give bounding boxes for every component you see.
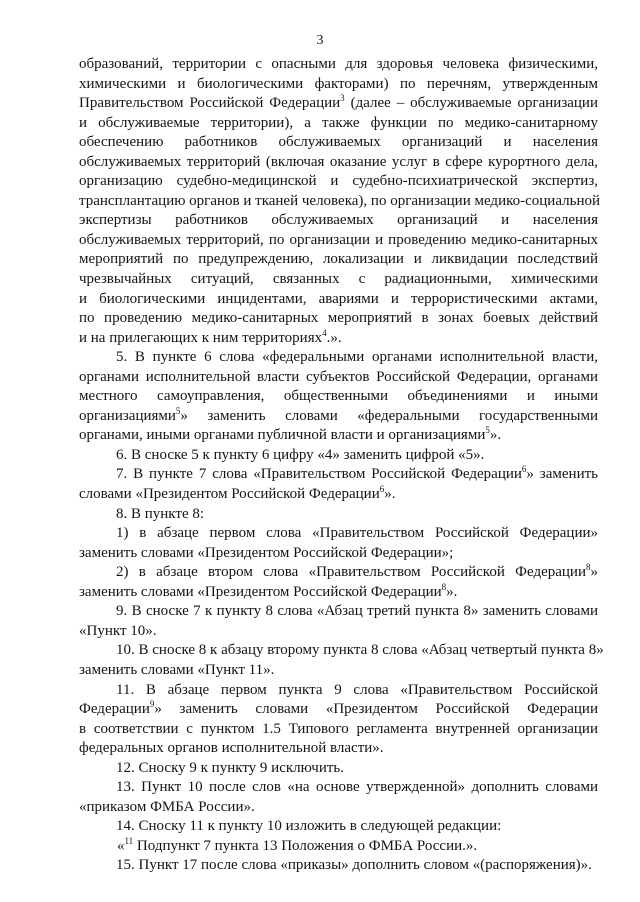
document-body [79,55,604,876]
text-line: местного самоуправления, общественными объединениями и иными [79,388,598,405]
page-number: 3 [316,33,324,48]
text-line: и на прилегающих к ним территориях$^4$.». [79,327,342,346]
text-line: «приказом ФМБА России». [79,798,255,815]
paragraph-13-line: 13. Пункт 10 после слов «на основе утвержденной» дополнить словами [116,779,598,796]
paragraph-12-line: 12. Сноску 9 к пункту 9 исключить. [116,759,344,776]
footnote-marker: 8 [441,581,447,592]
text-line: и биологическими инцидентами, авариями и террористическими актами, [79,290,598,307]
paragraph-7-line: 7. В пункте 7 слова «Правительством Российской Федерации$^6$» заменить [116,464,598,483]
text-line: и обслуживаемые территории), а также функции по медико-санитарному [79,114,598,131]
text-line: чрезвычайных ситуаций, связанных с радиационными, химическими [79,271,598,288]
paragraph-10-line: 10. В сноске 8 к абзацу второму пункта 8 слова «Абзац четвертый пункта 8» [116,642,604,659]
text-line: «Пункт 10». [79,622,157,639]
footnote-marker: 4 [322,327,327,338]
text-line: заменить словами «Президентом Российской Федерации»; [79,544,454,561]
text-line: мероприятий по предупреждению, локализации и ликвидации последствий [79,251,598,268]
text-line: заменить словами «Пункт 11». [79,661,275,678]
footnote-marker: 5 [485,425,490,436]
footnote-marker: 6 [521,464,527,475]
text-line: федеральных органов исполнительной власти». [79,740,384,757]
footnote-marker: 3 [340,93,345,104]
footnote-marker: 9 [149,699,155,710]
paragraph-14-line: 14. Сноску 11 к пункту 10 изложить в следующей редакции: [116,818,502,835]
subparagraph-2-line: 2) в абзаце втором слова «Правительством Российской Федерации$^8$» [116,562,598,581]
text-line: химическими и биологическими факторами) по перечням, утвержденным [79,75,598,92]
text-line: словами «Президентом Российской Федерации$^6$». [79,484,396,503]
text-line: органами исполнительной власти субъектов Российской Федерации, органами [79,368,598,385]
footnote-text-line: «$^{11}$ Подпункт 7 пункта 13 Положения о ФМБА России.». [117,835,478,854]
paragraph-5-line: 5. В пункте 6 слова «федеральными органами исполнительной власти, [116,349,598,366]
text-line: организацию судебно-медицинской и судебно-психиатрической экспертиз, [79,173,598,190]
text-line: обслуживаемых территорий (включая оказание услуг в сфере курортного дела, [79,153,598,170]
text-line: в соответствии с пунктом 1.5 Типового регламента внутренней организации [79,720,598,737]
paragraph-9-line: 9. В сноске 7 к пункту 8 слова «Абзац третий пункта 8» заменить словами [116,603,598,620]
paragraph-8-line: 8. В пункте 8: [116,505,205,522]
text-line: обеспечению работников обслуживаемых организаций и населения [79,134,598,151]
text-line: экспертизы работников обслуживаемых организаций и населения [79,212,598,229]
text-line: Правительством Российской Федерации$^3$ (далее – обслуживаемые организации [79,93,598,112]
footnote-marker: 11 [124,835,134,846]
text-line: заменить словами «Президентом Российской Федерации$^8$». [79,581,458,600]
paragraph-6-line: 6. В сноске 5 к пункту 6 цифру «4» заменить цифрой «5». [116,446,485,463]
paragraph-15-line: 15. Пункт 17 после слова «приказы» дополнить словом «(распоряжения)». [116,857,592,874]
text-line: органами, иными органами публичной власти и организациями$^5$». [79,425,502,444]
text-line: организациями$^5$» заменить словами «федеральными государственными [79,405,598,424]
subparagraph-1-line: 1) в абзаце первом слова «Правительством Российской Федерации» [116,525,598,542]
text-line: по проведению медико-санитарных мероприятий в зонах боевых действий [79,310,598,327]
paragraph-11-line: 11. В абзаце первом пункта 9 слова «Правительством Российской [116,681,598,698]
text-line: трансплантацию органов и тканей человека), по организации медико-социальной [79,192,600,209]
footnote-marker: 8 [586,562,591,573]
text-line: Федерации$^9$» заменить словами «Президентом Российской Федерации [79,699,598,718]
footnote-marker: 6 [379,484,385,495]
text-line: обслуживаемых территорий, по организации и проведению медико-санитарных [79,231,598,248]
footnote-marker: 5 [175,405,181,416]
text-line: образований, территории с опасными для здоровья человека физическими, [79,56,598,72]
